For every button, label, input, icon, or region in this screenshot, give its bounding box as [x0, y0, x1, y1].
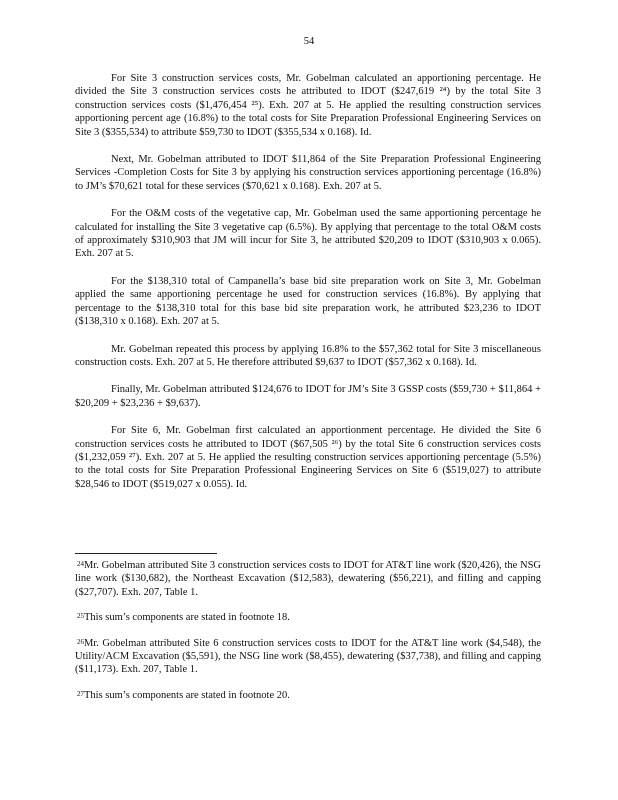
paragraph-site3-om: For the O&M costs of the vegetative cap, Mr. Gobelman used the same apportioning percentage he calculated for installing the Site 3 vegetative cap (6.5%). By applying that percentage to the total O&M costs of approximately $310,903 that JM will incur for Site 3, he attributed $20,209 to IDOT ($310,903 x 0.065). Exh. 207 at 5. — [75, 208, 541, 260]
footnote-25 — [75, 611, 541, 624]
paragraph-site3-construction: For Site 3 construction services costs, Mr. Gobelman calculated an apportioning percentage. He divided the Site 3 construction services costs he attributed to IDOT ($247,619 ²⁴) by the total Site 3 construction services costs ($1,476,454 ²⁵). Exh. 207 at 5. He applied the resulting construction services apportioning percent age (16.8%) to the total costs for Site Preparation Professional Engineering Services on Site 3 ($355,534) to attribute $59,730 to IDOT ($355,534 x 0.168). Id. — [75, 73, 541, 138]
footnote-text: This sum’s components are stated in footnote 20. — [84, 689, 290, 701]
paragraph-site3-completion: Next, Mr. Gobelman attributed to IDOT $11,864 of the Site Preparation Professional Engineering Services -Completion Costs for Site 3 by applying his construction services apportioning percentage (16.8%) to JM’s $70,621 total for these services ($70,621 x 0.168). Exh. 207 at 5. — [75, 154, 541, 192]
paragraph-site6-construction: For Site 6, Mr. Gobelman first calculated an apportionment percentage. He divided the Site 6 construction services costs he attributed to IDOT ($67,505 ²⁶) by the total Site 6 construction services costs ($1,232,059 ²⁷). Exh. 207 at 5. He applied the resulting construction services apportioning percentage (5.5%) to the total costs for Site Preparation Professional Engineering Services on Site 6 ($519,027) to attribute $28,546 to IDOT ($519,027 x 0.055). Id. — [75, 425, 541, 490]
footnote-text: Mr. Gobelman attributed Site 6 construction services costs to IDOT for the AT&T line work ($4,548), the Utility/ACM Excavation ($5,591), the NSG line work ($8,455), dewatering ($37,738), and filling and capping ($11,173). Exh. 207, Table 1. — [75, 637, 541, 676]
page-number: 54 — [303, 36, 315, 47]
footnote-27 — [75, 689, 541, 702]
footnote-number: 27 — [77, 689, 84, 698]
footnotes — [75, 559, 541, 714]
body-text — [75, 72, 541, 505]
footnote-text: Mr. Gobelman attributed Site 3 construction services costs to IDOT for AT&T line work ($20,426), the NSG line work ($130,682), the Northeast Excavation ($12,583), dewatering ($56,221), and filling and capping ($27,707). Exh. 207, Table 1. — [75, 560, 541, 598]
footnote-number: 24 — [77, 560, 84, 568]
footnote-26 — [75, 637, 541, 677]
footnote-text: This sum’s components are stated in footnote 18. — [84, 612, 290, 624]
footnote-24 — [75, 559, 541, 599]
footnote-number: 26 — [77, 637, 84, 646]
footnote-divider — [75, 553, 217, 554]
paragraph-site3-total: Finally, Mr. Gobelman attributed $124,676 to IDOT for JM’s Site 3 GSSP costs ($59,730 + $11,864 + $20,209 + $23,236 + $9,637). — [75, 384, 541, 409]
footnote-number: 25 — [77, 612, 84, 621]
paragraph-site3-campanella: For the $138,310 total of Campanella’s base bid site preparation work on Site 3, Mr. Gobelman applied the same apportioning percentage he used for construction services (16.8%). By applying that percentage to the $138,310 total for this base bid site preparation work, he attributed $23,236 to IDOT ($138,310 x 0.168). Exh. 207 at 5. — [75, 275, 541, 328]
paragraph-site3-miscellaneous: Mr. Gobelman repeated this process by applying 16.8% to the $57,362 total for Site 3 miscellaneous construction costs. Exh. 207 at 5. He therefore attributed $9,637 to IDOT ($57,362 x 0.168). Id. — [75, 343, 541, 368]
